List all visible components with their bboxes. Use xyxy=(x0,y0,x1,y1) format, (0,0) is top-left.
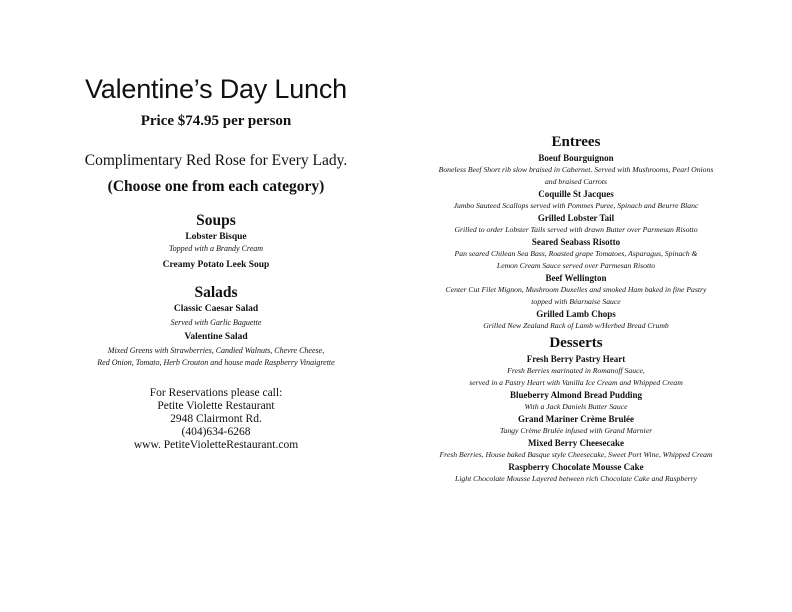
soup-name: Lobster Bisque xyxy=(185,232,247,242)
dessert-description xyxy=(392,365,760,389)
description-line: Light Chocolate Mousse Layered between rich Chocolate Cake and Raspberry xyxy=(454,474,698,483)
restaurant-address: 2948 Clairmont Rd. xyxy=(170,413,262,425)
entree-name: Grilled Lobster Tail xyxy=(537,213,615,223)
dessert-description xyxy=(392,449,760,461)
entree-name: Beef Wellington xyxy=(545,273,607,283)
description-line: Pan seared Chilean Sea Bass, Roasted grape Tomatoes, Asparagus, Spinach & xyxy=(454,249,698,258)
right-column xyxy=(392,133,760,485)
soup-description: Topped with a Brandy Cream xyxy=(168,244,264,253)
dessert-name: Mixed Berry Cheesecake xyxy=(528,438,624,448)
entree-name: Coquille St Jacques xyxy=(538,189,614,199)
complimentary-rose-note: Complimentary Red Rose for Every Lady. xyxy=(84,152,348,169)
entree-list xyxy=(392,152,760,332)
entree-description xyxy=(392,200,760,212)
soup-name: Creamy Potato Leek Soup xyxy=(162,260,270,270)
dessert-name: Blueberry Almond Bread Pudding xyxy=(509,390,643,400)
soups-heading: Soups xyxy=(196,212,236,229)
description-line: Lemon Cream Sauce served over Parmesan Risotto xyxy=(496,261,656,270)
entree-description xyxy=(392,248,760,272)
entree-name: Boeuf Bourguignon xyxy=(538,153,614,163)
entree-name: Seared Seabass Risotto xyxy=(531,237,621,247)
description-line: and braised Carrots xyxy=(544,177,608,186)
entree-name: Grilled Lamb Chops xyxy=(536,309,616,319)
salad-description: Served with Garlic Baguette xyxy=(170,318,262,327)
entree-description xyxy=(392,164,760,188)
salad-description xyxy=(66,345,366,369)
choose-instruction: (Choose one from each category) xyxy=(107,178,325,195)
description-line: Fresh Berries marinated in Romanoff Sauce, xyxy=(507,366,645,375)
entree-description xyxy=(392,320,760,332)
desserts-heading: Desserts xyxy=(549,335,603,351)
dessert-description xyxy=(392,401,760,413)
restaurant-website: www. PetiteVioletteRestaurant.com xyxy=(133,439,299,451)
dessert-description xyxy=(392,425,760,437)
restaurant-name: Petite Violette Restaurant xyxy=(157,400,275,412)
entrees-heading: Entrees xyxy=(551,134,601,150)
entree-description xyxy=(392,284,760,308)
dessert-list xyxy=(392,353,760,485)
restaurant-phone: (404)634-6268 xyxy=(181,426,251,438)
description-line: Grilled New Zealand Rack of Lamb w/Herbed Bread Crumb xyxy=(483,321,669,330)
price-line: Price $74.95 per person xyxy=(140,113,292,129)
description-line: Center Cut Filet Mignon, Mushroom Duxelles and smoked Ham baked in fine Pastry xyxy=(445,285,707,294)
dessert-name: Raspberry Chocolate Mousse Cake xyxy=(508,462,644,472)
entree-description xyxy=(392,224,760,236)
salad-name: Valentine Salad xyxy=(184,332,248,342)
description-line: Mixed Greens with Strawberries, Candied Walnuts, Chevre Cheese, xyxy=(107,346,325,355)
left-column xyxy=(66,72,366,452)
dessert-name: Fresh Berry Pastry Heart xyxy=(526,354,626,364)
description-line: topped with Béarnaise Sauce xyxy=(531,297,621,306)
description-line: Jumbo Sauteed Scallops served with Pommes Puree, Spinach and Beurre Blanc xyxy=(453,201,699,210)
reservation-call: For Reservations please call: xyxy=(149,387,283,399)
dessert-name: Grand Mariner Crème Brulée xyxy=(517,414,635,424)
salads-heading: Salads xyxy=(194,284,238,301)
description-line: served in a Pastry Heart with Vanilla Ice Cream and Whipped Cream xyxy=(469,378,683,387)
description-line: Red Onion, Tomato, Herb Crouton and house made Raspberry Vinaigrette xyxy=(97,358,335,367)
description-line: With a Jack Daniels Butter Sauce xyxy=(524,402,628,411)
reservation-info xyxy=(66,387,366,452)
dessert-description xyxy=(392,473,760,485)
menu-title: Valentine’s Day Lunch xyxy=(85,74,347,104)
description-line: Fresh Berries, House baked Basque style Cheesecake, Sweet Port Wine, Whipped Cream xyxy=(439,450,713,459)
description-line: Grilled to order Lobster Tails served with drawn Butter over Parmesan Risotto xyxy=(454,225,698,234)
description-line: Tangy Crème Brulée infused with Grand Marnier xyxy=(499,426,653,435)
salad-name: Classic Caesar Salad xyxy=(173,304,259,314)
description-line: Boneless Beef Short rib slow braised in Cabernet. Served with Mushrooms, Pearl Onions xyxy=(438,165,714,174)
